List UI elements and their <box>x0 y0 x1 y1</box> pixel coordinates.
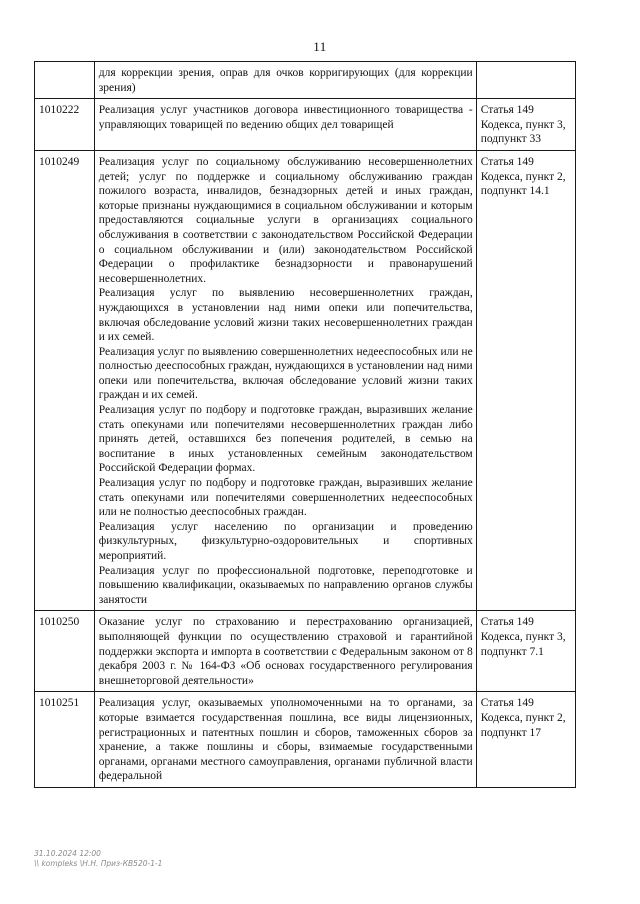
footer-file-path: \\ kompleks \Н.Н. Приз-КВ520-1-1 <box>34 859 163 868</box>
row-description <box>94 692 476 788</box>
row-code: 1010222 <box>35 99 95 151</box>
description-paragraph: Реализация услуг по социальному обслуживанию несовершеннолетних детей; услуг по поддержке и социальному обслуживанию граждан пожилого возраста, инвалидов, безнадзорных детей и иных граждан, которые признаны нуждающимися в социальном обслуживании и которым предоставляются социальные услуги в организациях социального обслуживания в соответствии с законодательством Российской Федерации о социальном обслуживании и (или) законодательством Российской Федерации о профилактике безнадзорности и правонарушений несовершеннолетних. <box>98 155 473 285</box>
table-row <box>35 99 576 151</box>
description-paragraph: Реализация услуг по подбору и подготовке граждан, выразивших желание стать опекунами или попечителями совершеннолетних недееспособных или не полностью дееспособных граждан. <box>98 477 473 519</box>
description-paragraph: Реализация услуг, оказываемых уполномоченными на то органами, за которые взимается государственная пошлина, все виды лицензионных, регистрационных и патентных пошлин и сборов, таможенных сборов за хранение, а также пошлины и сборы, взимаемые государственными органами, органами местного самоуправления, органами публичной власти федеральной <box>98 697 473 783</box>
row-code: 1010250 <box>35 611 95 692</box>
page-number: 11 <box>313 39 327 54</box>
footer-timestamp: 31.10.2024 12:00 <box>34 849 101 858</box>
description-paragraph: Реализация услуг населению по организации и проведению физкультурных, физкультурно-оздоровительных и спортивных мероприятий. <box>98 520 473 562</box>
tax-codes-table <box>34 61 576 788</box>
description-paragraph: Реализация услуг по выявлению совершеннолетних недееспособных или не полностью дееспособных граждан, нуждающихся в установлении над ними опеки или попечительства, включая обследование условий жизни таких граждан и их семей. <box>98 345 473 402</box>
row-reference: Статья 149 Кодекса, пункт 2, подпункт 14.1 <box>476 150 575 610</box>
row-description <box>94 611 476 692</box>
row-reference: Статья 149 Кодекса, пункт 2, подпункт 17 <box>476 692 575 788</box>
table-row <box>35 62 576 99</box>
description-paragraph: Оказание услуг по страхованию и перестрахованию организацией, выполняющей функции по осуществлению страховой и гарантийной поддержки экспорта и импорта в соответствии с Федеральным законом от 8 декабря 2003 г. № 164-ФЗ «Об основах государственного регулирования внешнеторговой деятельности» <box>98 616 473 687</box>
description-paragraph: Реализация услуг по подбору и подготовке граждан, выразивших желание стать опекунами или попечителями несовершеннолетних граждан либо принять детей, оставшихся без попечения родителей, в семью на воспитание в иных установленных семейным законодательством Российской Федерации формах. <box>98 404 473 475</box>
description-paragraph: для коррекции зрения, оправ для очков корригирующих (для коррекции зрения) <box>98 67 473 94</box>
row-description <box>94 99 476 151</box>
row-code <box>35 62 95 99</box>
table-row <box>35 692 576 788</box>
document-footer <box>34 849 162 869</box>
row-code: 1010251 <box>35 692 95 788</box>
table-row <box>35 611 576 692</box>
row-description <box>94 62 476 99</box>
description-paragraph: Реализация услуг по профессиональной подготовке, переподготовке и повышению квалификации, оказываемых по направлению органов службы занятости <box>98 564 473 606</box>
row-reference: Статья 149 Кодекса, пункт 3, подпункт 7.1 <box>476 611 575 692</box>
table-row <box>35 150 576 610</box>
row-description <box>94 150 476 610</box>
row-code: 1010249 <box>35 150 95 610</box>
row-reference <box>476 62 575 99</box>
description-paragraph: Реализация услуг по выявлению несовершеннолетних граждан, нуждающихся в установлении над ними опеки или попечительства, включая обследование условий жизни таких несовершеннолетних граждан и их семей. <box>98 287 473 344</box>
description-paragraph: Реализация услуг участников договора инвестиционного товарищества - управляющих товарищей по ведению общих дел товарищей <box>98 104 473 131</box>
row-reference: Статья 149 Кодекса, пункт 3, подпункт 33 <box>476 99 575 151</box>
